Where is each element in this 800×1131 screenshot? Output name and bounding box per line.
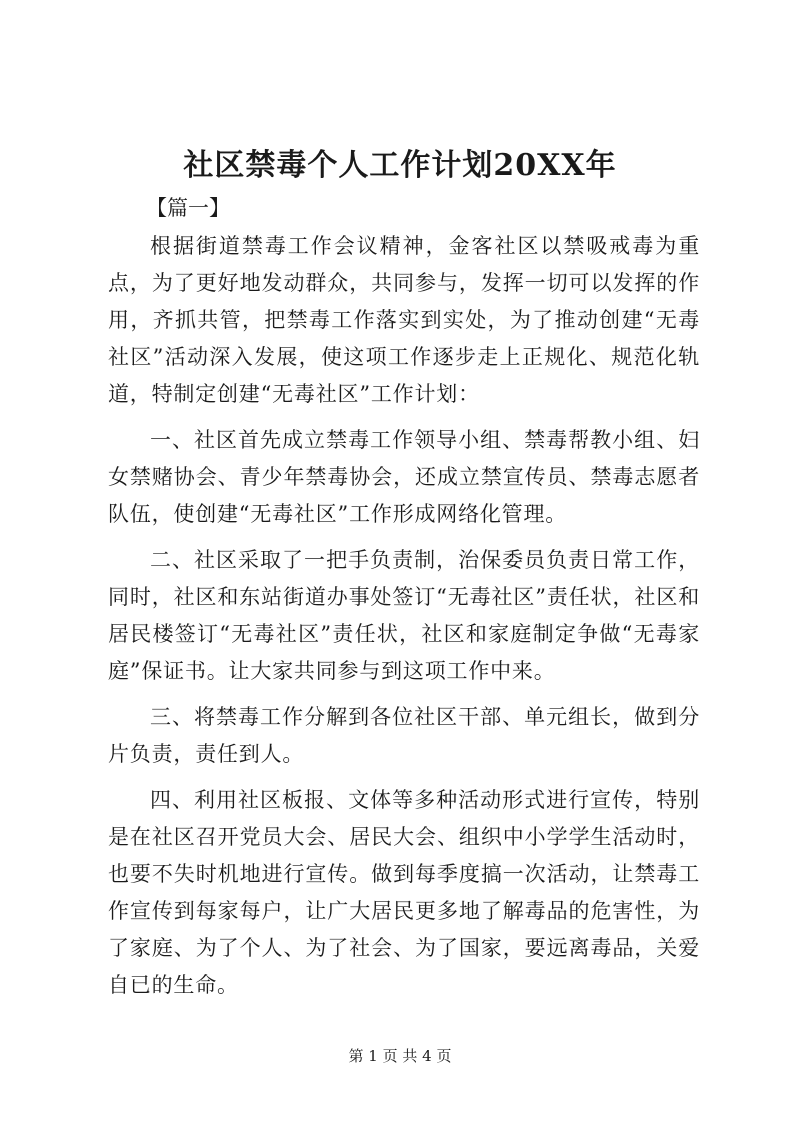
paragraph: 根据街道禁毒工作会议精神，金客社区以禁吸戒毒为重点，为了更好地发动群众，共同参与，发挥一切可以发挥的作用，齐抓共管，把禁毒工作落实到实处，为了推动创建“无毒社区”活动深入发展，使这项工作逐步走上正规化、规范化轨道，特制定创建“无毒社区”工作计划： [108, 234, 700, 406]
paragraph: 一、社区首先成立禁毒工作领导小组、禁毒帮教小组、妇女禁赌协会、青少年禁毒协会，还成立禁宣传员、禁毒志愿者队伍，使创建“无毒社区”工作形成网络化管理。 [108, 428, 700, 526]
paragraph: 四、利用社区板报、文体等多种活动形式进行宣传，特别是在社区召开党员大会、居民大会、组织中小学学生活动时，也要不失时机地进行宣传。做到每季度搞一次活动，让禁毒工作宣传到每家每户，让广大居民更多地了解毒品的危害性，为了家庭、为了个人、为了社会、为了国家，要远离毒品，关爱自已的生命。 [108, 788, 700, 997]
page-footer: 第 1 页 共 4 页 [348, 1047, 452, 1065]
section-label: 【篇一】 [146, 196, 230, 220]
paragraph: 三、将禁毒工作分解到各位社区干部、单元组长，做到分片负责，责任到人。 [108, 705, 700, 766]
document-body [108, 228, 700, 1013]
paragraph: 二、社区采取了一把手负责制，治保委员负责日常工作，同时，社区和东站街道办事处签订“无毒社区”责任状，社区和居民楼签订“无毒社区”责任状，社区和家庭制定争做“无毒家庭”保证书。让大家共同参与到这项工作中来。 [108, 548, 700, 683]
document-title: 社区禁毒个人工作计划20XX年 [183, 148, 617, 183]
